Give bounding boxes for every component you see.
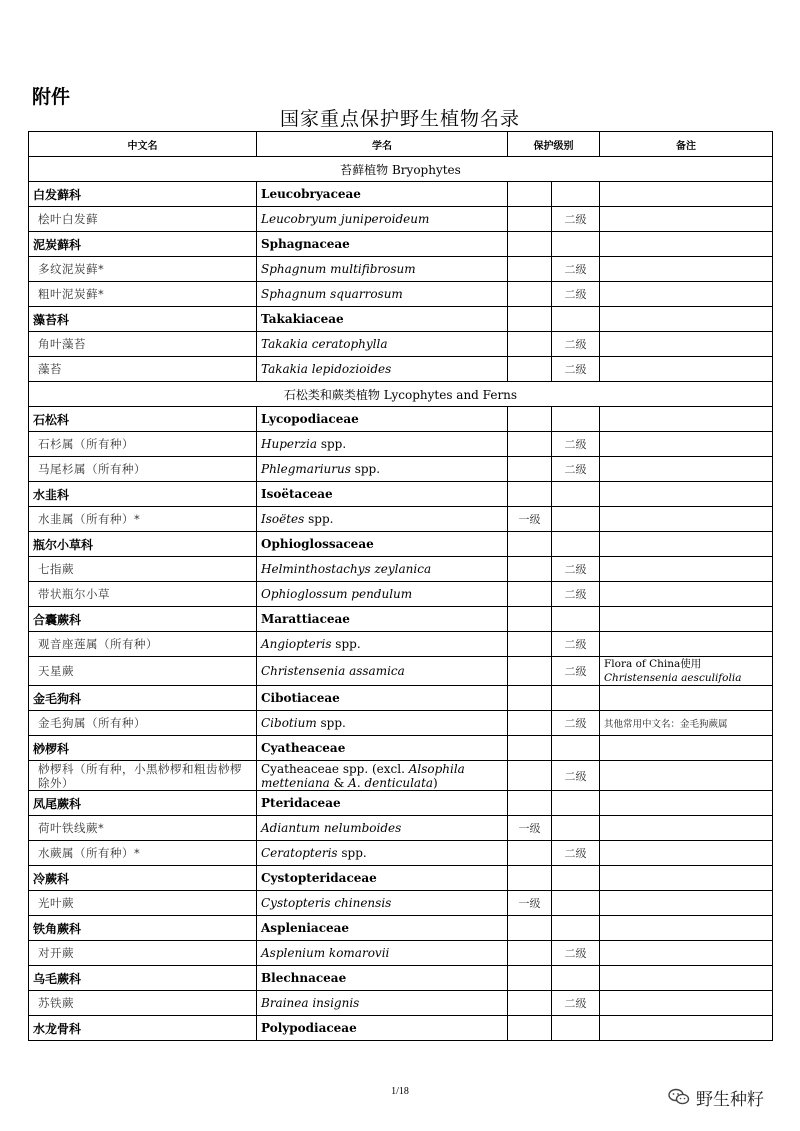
latin-italic: Alsophila metteniana	[261, 761, 465, 790]
species-cn-name: 马尾杉属（所有种）	[29, 457, 257, 482]
species-cn-name: 荷叶铁线蕨*	[29, 816, 257, 841]
latin-suffix: spp.	[331, 637, 361, 651]
level2-cell: 二级	[552, 632, 600, 657]
species-row	[29, 891, 773, 916]
species-cn-name: 观音座莲属（所有种）	[29, 632, 257, 657]
level-cell	[508, 791, 552, 816]
level-cell	[552, 916, 600, 941]
header-note: 备注	[600, 132, 773, 157]
note-cell	[600, 991, 773, 1016]
level-cell	[508, 866, 552, 891]
level-cell	[508, 916, 552, 941]
family-row	[29, 182, 773, 207]
level-cell	[552, 532, 600, 557]
species-cn-name: 天星蕨	[29, 657, 257, 686]
level1-cell	[508, 457, 552, 482]
species-row	[29, 432, 773, 457]
level1-cell	[508, 582, 552, 607]
latin-italic: Phlegmariurus	[261, 462, 351, 476]
species-cn-name: 石杉属（所有种）	[29, 432, 257, 457]
level-cell	[552, 736, 600, 761]
level1-cell	[508, 557, 552, 582]
level2-cell: 二级	[552, 582, 600, 607]
table-header-row	[29, 132, 773, 157]
species-cn-name: 七指蕨	[29, 557, 257, 582]
level-cell	[552, 482, 600, 507]
family-cn-name: 冷蕨科	[29, 866, 257, 891]
family-cn-name: 石松科	[29, 407, 257, 432]
level1-cell	[508, 941, 552, 966]
family-cn-name: 水龙骨科	[29, 1016, 257, 1041]
level2-cell: 二级	[552, 257, 600, 282]
family-row	[29, 791, 773, 816]
level-cell	[552, 1016, 600, 1041]
table-body	[29, 157, 773, 1041]
latin-suffix: spp.	[350, 462, 381, 476]
latin-italic: Takakia ceratophylla	[261, 337, 388, 351]
family-cn-name: 合囊蕨科	[29, 607, 257, 632]
family-row	[29, 736, 773, 761]
note-cell	[600, 966, 773, 991]
note-cell	[600, 507, 773, 532]
family-cn-name: 桫椤科	[29, 736, 257, 761]
family-cn-name: 瓶尔小草科	[29, 532, 257, 557]
species-cn-name: 桧叶白发藓	[29, 207, 257, 232]
family-cn-name: 水韭科	[29, 482, 257, 507]
note-cell	[600, 307, 773, 332]
level2-cell: 二级	[552, 457, 600, 482]
latin-italic: Sphagnum squarrosum	[261, 287, 403, 301]
latin-italic: Takakia lepidozioides	[261, 362, 392, 376]
level1-cell	[508, 332, 552, 357]
family-row	[29, 532, 773, 557]
species-row	[29, 841, 773, 866]
species-latin-name	[257, 257, 508, 282]
level1-cell	[508, 282, 552, 307]
level2-cell: 二级	[552, 711, 600, 736]
level2-cell: 二级	[552, 207, 600, 232]
note-cell	[600, 1016, 773, 1041]
note-cell	[600, 891, 773, 916]
family-latin-name: Pteridaceae	[257, 791, 508, 816]
species-cn-name: 桫椤科（所有种，小黑桫椤和粗齿桫椤除外）	[29, 761, 257, 791]
family-cn-name: 白发藓科	[29, 182, 257, 207]
header-cn-name: 中文名	[29, 132, 257, 157]
note-italic: Christensenia aesculifolia	[604, 672, 742, 684]
latin-suffix: spp.	[317, 437, 347, 451]
level2-cell: 二级	[552, 657, 600, 686]
level-cell	[508, 482, 552, 507]
level-cell	[508, 607, 552, 632]
species-latin-name	[257, 891, 508, 916]
section-title: 苔藓植物 Bryophytes	[29, 157, 773, 182]
family-row	[29, 607, 773, 632]
species-latin-name	[257, 711, 508, 736]
family-row	[29, 307, 773, 332]
note-cell	[600, 736, 773, 761]
family-cn-name: 乌毛蕨科	[29, 966, 257, 991]
latin-italic: Angiopteris	[261, 637, 332, 651]
level-cell	[508, 407, 552, 432]
level1-cell	[508, 357, 552, 382]
note-cell	[600, 582, 773, 607]
latin-italic: Asplenium komarovii	[261, 946, 390, 960]
species-row	[29, 207, 773, 232]
species-row	[29, 991, 773, 1016]
latin-italic-2: A. denticulata	[348, 775, 434, 790]
species-row	[29, 761, 773, 791]
species-latin-name	[257, 816, 508, 841]
page-number: 1/18	[391, 1086, 409, 1097]
family-latin-name: Lycopodiaceae	[257, 407, 508, 432]
note-cell	[600, 482, 773, 507]
level1-cell	[508, 632, 552, 657]
level1-cell	[508, 207, 552, 232]
level-cell	[552, 966, 600, 991]
species-row	[29, 557, 773, 582]
family-row	[29, 966, 773, 991]
species-latin-name	[257, 457, 508, 482]
species-latin-name	[257, 432, 508, 457]
level-cell	[552, 182, 600, 207]
level-cell	[508, 232, 552, 257]
note-cell	[600, 816, 773, 841]
note-prefix: Flora of China使用	[604, 658, 702, 670]
species-row	[29, 507, 773, 532]
note-cell	[600, 457, 773, 482]
latin-italic: Huperzia	[261, 437, 318, 451]
species-row	[29, 457, 773, 482]
note-cell	[600, 916, 773, 941]
species-cn-name: 光叶蕨	[29, 891, 257, 916]
latin-italic: Ophioglossum pendulum	[261, 587, 413, 601]
note-cell	[600, 432, 773, 457]
note-cell	[600, 532, 773, 557]
latin-prefix: Cyatheaceae spp. (excl.	[261, 761, 409, 776]
attachment-label: 附件	[32, 86, 71, 108]
latin-mid: &	[329, 775, 349, 790]
family-row	[29, 866, 773, 891]
species-row	[29, 357, 773, 382]
latin-italic: Cibotium	[261, 716, 317, 730]
family-latin-name: Isoëtaceae	[257, 482, 508, 507]
level1-cell: 一级	[508, 507, 552, 532]
note-cell	[600, 332, 773, 357]
header-sci-name: 学名	[257, 132, 508, 157]
latin-suffix: )	[433, 775, 438, 790]
note-cell	[600, 257, 773, 282]
level-cell	[508, 966, 552, 991]
species-cn-name: 对开蕨	[29, 941, 257, 966]
family-cn-name: 泥炭藓科	[29, 232, 257, 257]
family-latin-name: Leucobryaceae	[257, 182, 508, 207]
species-latin-name	[257, 357, 508, 382]
latin-italic: Christensenia assamica	[261, 664, 405, 678]
section-row	[29, 157, 773, 182]
latin-italic: Isoëtes	[261, 512, 305, 526]
level1-cell: 一级	[508, 891, 552, 916]
latin-italic: Leucobryum juniperoideum	[261, 212, 430, 226]
species-latin-name	[257, 841, 508, 866]
header-protection-level: 保护级别	[508, 132, 600, 157]
latin-italic: Adiantum nelumboides	[261, 821, 402, 835]
family-row	[29, 232, 773, 257]
level-cell	[552, 232, 600, 257]
family-cn-name: 凤尾蕨科	[29, 791, 257, 816]
family-latin-name: Marattiaceae	[257, 607, 508, 632]
species-cn-name: 苏铁蕨	[29, 991, 257, 1016]
level2-cell: 二级	[552, 557, 600, 582]
level2-cell: 二级	[552, 432, 600, 457]
species-latin-name	[257, 332, 508, 357]
level1-cell	[508, 991, 552, 1016]
note-cell	[600, 686, 773, 711]
note-cell	[600, 866, 773, 891]
family-row	[29, 686, 773, 711]
latin-suffix: spp.	[304, 512, 334, 526]
latin-italic: Cystopteris chinensis	[261, 896, 392, 910]
note-cell	[600, 232, 773, 257]
latin-suffix: spp.	[316, 716, 346, 730]
level2-cell: 二级	[552, 841, 600, 866]
species-latin-name	[257, 761, 508, 791]
level2-cell: 二级	[552, 332, 600, 357]
family-latin-name: Cyatheaceae	[257, 736, 508, 761]
document-title: 国家重点保护野生植物名录	[279, 108, 520, 130]
species-latin-name	[257, 941, 508, 966]
note-cell	[600, 791, 773, 816]
level-cell	[552, 791, 600, 816]
family-row	[29, 482, 773, 507]
species-cn-name: 带状瓶尔小草	[29, 582, 257, 607]
latin-italic: Brainea insignis	[261, 996, 360, 1010]
family-latin-name: Aspleniaceae	[257, 916, 508, 941]
family-latin-name: Ophioglossaceae	[257, 532, 508, 557]
species-latin-name	[257, 632, 508, 657]
level-cell	[552, 307, 600, 332]
level2-cell: 二级	[552, 991, 600, 1016]
level1-cell	[508, 761, 552, 791]
level-cell	[508, 736, 552, 761]
note-cell	[600, 841, 773, 866]
level-cell	[508, 307, 552, 332]
species-latin-name	[257, 657, 508, 686]
species-cn-name: 水蕨属（所有种）*	[29, 841, 257, 866]
family-row	[29, 407, 773, 432]
note-cell	[600, 207, 773, 232]
species-latin-name	[257, 991, 508, 1016]
level2-cell: 二级	[552, 282, 600, 307]
level1-cell	[508, 841, 552, 866]
level2-cell	[552, 507, 600, 532]
note-cell	[600, 657, 773, 686]
species-row	[29, 657, 773, 686]
species-cn-name: 水韭属（所有种）*	[29, 507, 257, 532]
level-cell	[508, 182, 552, 207]
family-latin-name: Cystopteridaceae	[257, 866, 508, 891]
family-latin-name: Blechnaceae	[257, 966, 508, 991]
species-row	[29, 941, 773, 966]
species-cn-name: 角叶藻苔	[29, 332, 257, 357]
species-latin-name	[257, 282, 508, 307]
level-cell	[552, 407, 600, 432]
level-cell	[508, 1016, 552, 1041]
note-cell	[600, 182, 773, 207]
species-latin-name	[257, 582, 508, 607]
protected-plants-table	[28, 131, 773, 1041]
level2-cell	[552, 891, 600, 916]
watermark	[668, 1084, 764, 1110]
note-cell	[600, 282, 773, 307]
species-latin-name	[257, 557, 508, 582]
watermark-text: 野生种籽	[696, 1089, 764, 1110]
level-cell	[552, 686, 600, 711]
species-latin-name	[257, 207, 508, 232]
species-row	[29, 332, 773, 357]
wechat-icon	[668, 1088, 690, 1106]
latin-italic: Ceratopteris	[261, 846, 338, 860]
species-cn-name: 金毛狗属（所有种）	[29, 711, 257, 736]
family-cn-name: 金毛狗科	[29, 686, 257, 711]
species-row	[29, 816, 773, 841]
latin-italic: Sphagnum multifibrosum	[261, 262, 416, 276]
species-cn-name: 多纹泥炭藓*	[29, 257, 257, 282]
species-latin-name	[257, 507, 508, 532]
section-title: 石松类和蕨类植物 Lycophytes and Ferns	[29, 382, 773, 407]
family-latin-name: Sphagnaceae	[257, 232, 508, 257]
level1-cell	[508, 711, 552, 736]
species-row	[29, 257, 773, 282]
level-cell	[552, 607, 600, 632]
family-latin-name: Cibotiaceae	[257, 686, 508, 711]
note-cell	[600, 941, 773, 966]
family-cn-name: 藻苔科	[29, 307, 257, 332]
species-cn-name: 粗叶泥炭藓*	[29, 282, 257, 307]
note-cell	[600, 632, 773, 657]
level2-cell: 二级	[552, 761, 600, 791]
note-cell	[600, 557, 773, 582]
family-row	[29, 1016, 773, 1041]
level2-cell: 二级	[552, 941, 600, 966]
latin-italic: Helminthostachys zeylanica	[261, 562, 432, 576]
note-cell: 其他常用中文名：金毛狗蕨属	[600, 711, 773, 736]
level1-cell	[508, 657, 552, 686]
level-cell	[508, 532, 552, 557]
level1-cell	[508, 257, 552, 282]
species-row	[29, 632, 773, 657]
species-cn-name: 藻苔	[29, 357, 257, 382]
level2-cell: 二级	[552, 357, 600, 382]
family-row	[29, 916, 773, 941]
species-row	[29, 282, 773, 307]
level-cell	[508, 686, 552, 711]
family-cn-name: 铁角蕨科	[29, 916, 257, 941]
level1-cell: 一级	[508, 816, 552, 841]
species-row	[29, 582, 773, 607]
family-latin-name: Takakiaceae	[257, 307, 508, 332]
note-cell	[600, 357, 773, 382]
species-row	[29, 711, 773, 736]
family-latin-name: Polypodiaceae	[257, 1016, 508, 1041]
note-cell	[600, 407, 773, 432]
level1-cell	[508, 432, 552, 457]
level2-cell	[552, 816, 600, 841]
level-cell	[552, 866, 600, 891]
latin-suffix: spp.	[337, 846, 367, 860]
note-cell	[600, 607, 773, 632]
note-cell	[600, 761, 773, 791]
section-row	[29, 382, 773, 407]
